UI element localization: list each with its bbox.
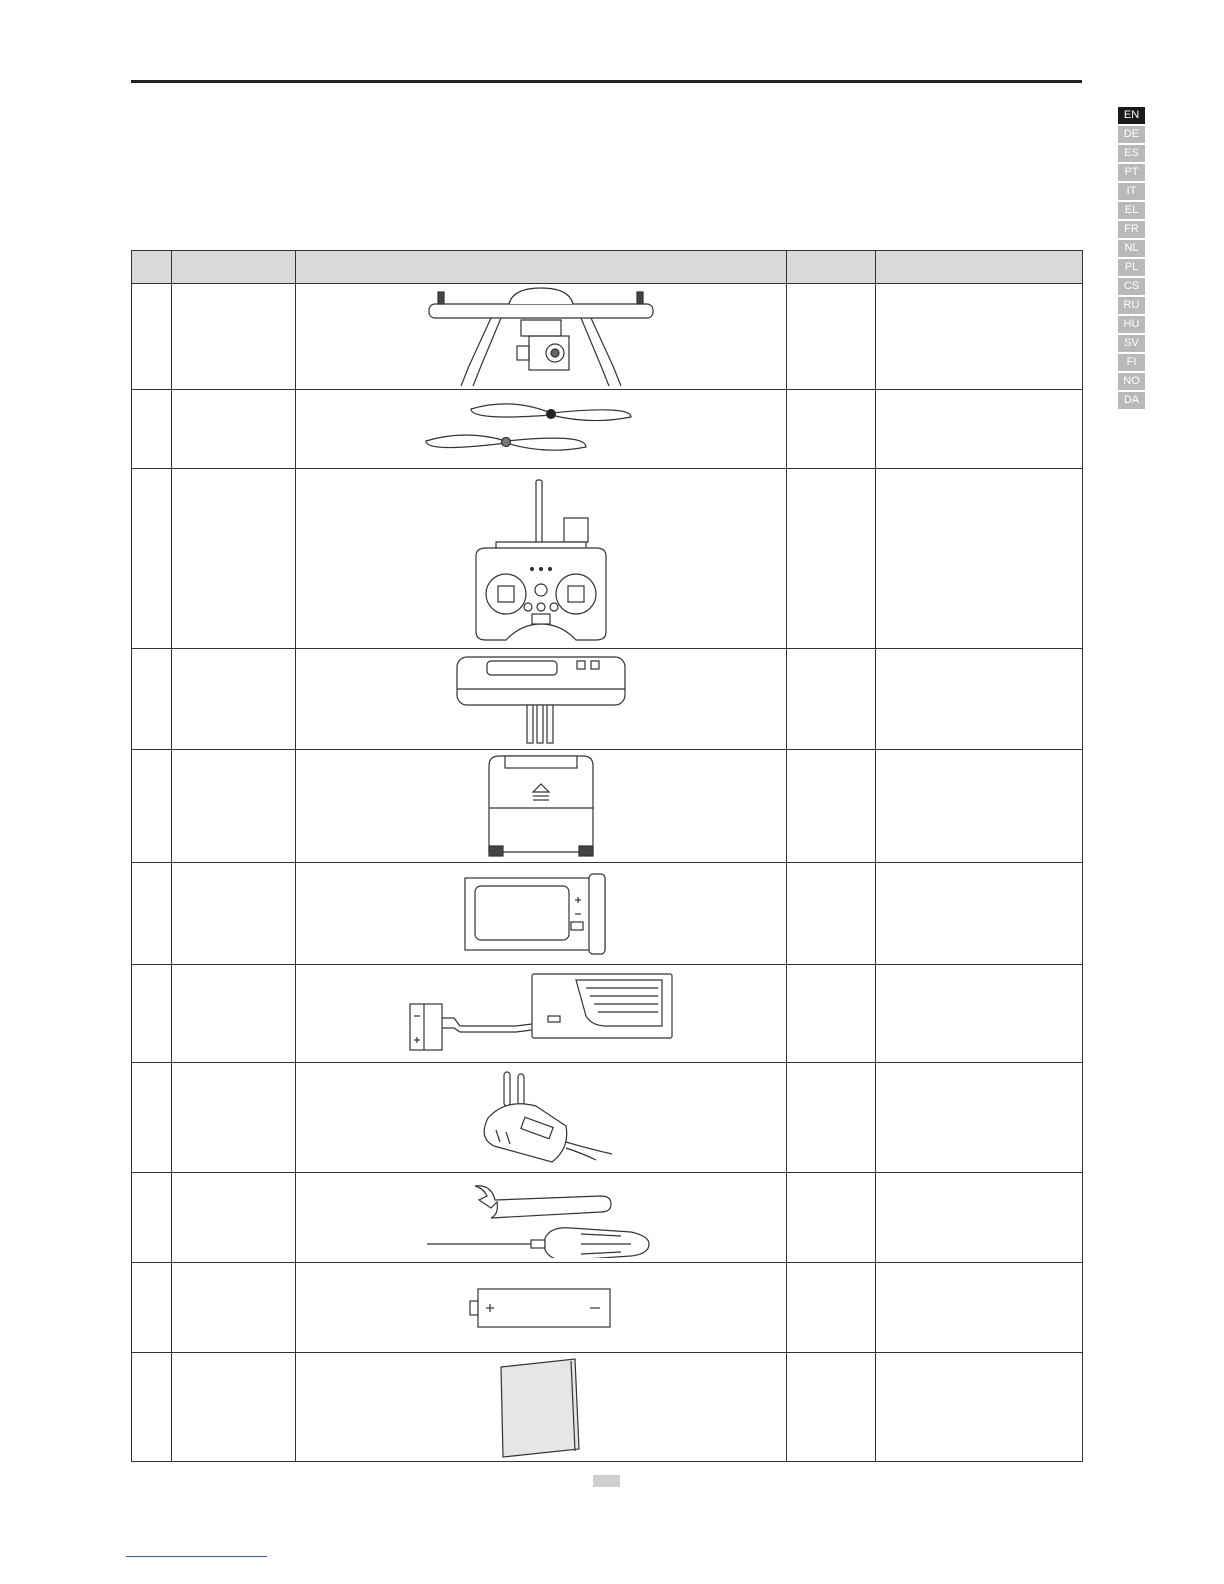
cell-remarks — [876, 965, 1083, 1063]
lang-no[interactable]: NO — [1118, 373, 1145, 390]
cell-remarks — [876, 1263, 1083, 1353]
cell-image — [296, 1353, 787, 1462]
header-name — [172, 251, 296, 284]
cell-quantity — [787, 469, 876, 649]
language-sidebar — [1118, 107, 1145, 411]
footer-link-underline[interactable] — [126, 1556, 267, 1557]
table-row — [132, 1263, 1083, 1353]
lang-it[interactable]: IT — [1118, 183, 1145, 200]
cell-quantity — [787, 649, 876, 750]
lang-hu[interactable]: HU — [1118, 316, 1145, 333]
cell-quantity — [787, 750, 876, 863]
cell-image — [296, 965, 787, 1063]
cell-image — [296, 284, 787, 390]
cell-image — [296, 1173, 787, 1263]
remote-controller-icon — [466, 474, 616, 644]
cell-image — [296, 1063, 787, 1173]
cell-name — [172, 284, 296, 390]
cell-remarks — [876, 1063, 1083, 1173]
table-row — [132, 1063, 1083, 1173]
cell-name — [172, 1263, 296, 1353]
table-row — [132, 469, 1083, 649]
cell-image — [296, 863, 787, 965]
cell-image — [296, 390, 787, 469]
cell-number — [132, 1263, 172, 1353]
cell-quantity — [787, 1353, 876, 1462]
battery-cover-icon — [481, 752, 601, 860]
cell-name — [172, 649, 296, 750]
header-number — [132, 251, 172, 284]
cell-remarks — [876, 649, 1083, 750]
header-image — [296, 251, 787, 284]
header-quantity — [787, 251, 876, 284]
cell-number — [132, 750, 172, 863]
quadcopter-drone-icon — [421, 286, 661, 388]
cell-name — [172, 469, 296, 649]
cell-name — [172, 863, 296, 965]
cell-name — [172, 390, 296, 469]
lang-da[interactable]: DA — [1118, 392, 1145, 409]
lang-es[interactable]: ES — [1118, 145, 1145, 162]
cell-name — [172, 1173, 296, 1263]
page-number — [593, 1475, 620, 1487]
parts-table — [131, 250, 1083, 1462]
cell-quantity — [787, 1263, 876, 1353]
cell-remarks — [876, 284, 1083, 390]
lang-fr[interactable]: FR — [1118, 221, 1145, 238]
user-manual-icon — [491, 1355, 591, 1459]
table-row — [132, 1173, 1083, 1263]
power-adapter-icon — [466, 1068, 616, 1168]
table-row — [132, 1353, 1083, 1462]
propeller-pair-icon — [421, 399, 661, 459]
header-remarks — [876, 251, 1083, 284]
cell-number — [132, 649, 172, 750]
table-row — [132, 390, 1083, 469]
cell-remarks — [876, 1353, 1083, 1462]
lang-en[interactable]: EN — [1118, 107, 1145, 124]
cell-number — [132, 469, 172, 649]
cell-number — [132, 390, 172, 469]
lang-pl[interactable]: PL — [1118, 259, 1145, 276]
cell-number — [132, 863, 172, 965]
table-row — [132, 863, 1083, 965]
cell-remarks — [876, 863, 1083, 965]
cell-quantity — [787, 1173, 876, 1263]
cell-name — [172, 750, 296, 863]
cell-image — [296, 750, 787, 863]
cell-remarks — [876, 469, 1083, 649]
lang-el[interactable]: EL — [1118, 202, 1145, 219]
lang-pt[interactable]: PT — [1118, 164, 1145, 181]
lang-nl[interactable]: NL — [1118, 240, 1145, 257]
table-row — [132, 965, 1083, 1063]
lang-sv[interactable]: SV — [1118, 335, 1145, 352]
lang-ru[interactable]: RU — [1118, 297, 1145, 314]
usb-charging-box-icon — [451, 653, 631, 745]
cell-image — [296, 1263, 787, 1353]
cell-number — [132, 284, 172, 390]
cell-name — [172, 1353, 296, 1462]
cell-quantity — [787, 390, 876, 469]
cell-quantity — [787, 1063, 876, 1173]
cell-number — [132, 965, 172, 1063]
table-row — [132, 284, 1083, 390]
table-row — [132, 649, 1083, 750]
cell-number — [132, 1353, 172, 1462]
cell-quantity — [787, 863, 876, 965]
cell-name — [172, 965, 296, 1063]
lang-de[interactable]: DE — [1118, 126, 1145, 143]
battery-charger-icon — [406, 970, 676, 1058]
cell-quantity — [787, 284, 876, 390]
top-rule — [131, 80, 1082, 83]
lang-fi[interactable]: FI — [1118, 354, 1145, 371]
aa-battery-icon — [466, 1283, 616, 1333]
lang-cs[interactable]: CS — [1118, 278, 1145, 295]
cell-remarks — [876, 750, 1083, 863]
cell-number — [132, 1173, 172, 1263]
cell-number — [132, 1063, 172, 1173]
table-header-row — [132, 251, 1083, 284]
table-row — [132, 750, 1083, 863]
flight-battery-icon — [461, 870, 621, 958]
cell-quantity — [787, 965, 876, 1063]
cell-remarks — [876, 390, 1083, 469]
wrench-screwdriver-icon — [421, 1178, 661, 1258]
cell-remarks — [876, 1173, 1083, 1263]
cell-image — [296, 469, 787, 649]
cell-name — [172, 1063, 296, 1173]
cell-image — [296, 649, 787, 750]
